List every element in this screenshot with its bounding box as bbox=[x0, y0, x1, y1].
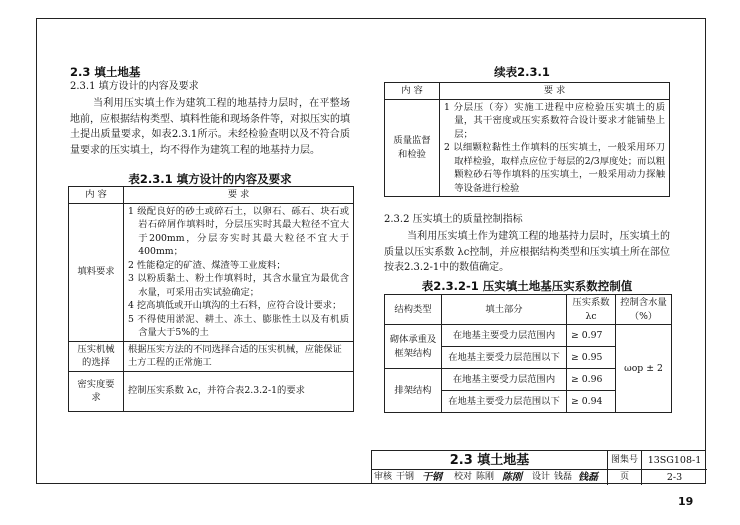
table-cell-part: 在地基主要受力层范围以下 bbox=[442, 347, 567, 369]
table-cell-coefficient: ≥ 0.95 bbox=[567, 347, 616, 369]
quality-paragraph: 当利用压实填土作为建筑工程的地基持力层时，压实填土的质量以压实系数 λc控制，并应根据结构类型和压实填土所在部位按表2.3.2-1中的数值确定。 bbox=[384, 231, 670, 273]
page-label: 页 bbox=[608, 470, 642, 485]
table-row bbox=[69, 203, 354, 341]
continued-table-title: 续表2.3.1 bbox=[494, 65, 550, 79]
table-cell-label: 压实机械的选择 bbox=[69, 341, 124, 371]
table-cell-coefficient: ≥ 0.94 bbox=[567, 391, 616, 413]
requirement-item: 3 以粉质黏土、粉土作填料时，其含水量宜为最优含水量，可采用击实试验确定； bbox=[128, 273, 349, 298]
check-label: 校对 bbox=[454, 472, 473, 482]
table-row bbox=[69, 371, 354, 411]
table-cell-moisture: ωop ± 2 bbox=[616, 325, 672, 413]
table-cell-label: 质量监督和检验 bbox=[385, 99, 440, 197]
review-label: 审核 bbox=[374, 472, 393, 482]
requirement-item: 2 性能稳定的矿渣、煤渣等工业废料； bbox=[128, 259, 286, 271]
table-row bbox=[385, 325, 672, 347]
table-cell-coefficient: ≥ 0.97 bbox=[567, 325, 616, 347]
table-row bbox=[385, 99, 670, 197]
table-cell-structure: 排架结构 bbox=[385, 369, 442, 413]
review-name: 干钢 bbox=[396, 472, 415, 482]
signature-row bbox=[372, 470, 608, 485]
check-name: 陈刚 bbox=[476, 472, 495, 482]
check-signature: 陈刚 bbox=[502, 472, 522, 483]
table-cell-part: 在地基主要受力层范围内 bbox=[442, 369, 567, 391]
review-signature: 干钢 bbox=[422, 472, 442, 483]
continued-table-2-3-1 bbox=[384, 82, 670, 197]
atlas-number: 13SG108-1 bbox=[642, 451, 707, 470]
page-code: 2-3 bbox=[666, 472, 683, 483]
drawing-title: 2.3 填土地基 bbox=[372, 451, 608, 470]
table-header: 控制含水量（%） bbox=[616, 295, 672, 325]
table-header: 填土部分 bbox=[442, 295, 567, 325]
table-header: 内 容 bbox=[385, 83, 440, 100]
intro-paragraph: 当利用压实填土作为建筑工程的地基持力层时，在平整场地前，应根据结构类型、填料性能和现场条件等，对拟压实的填土提出质量要求，如表2.3.1所示。未经检验查明以及不符合质量要求的压实填土，均不得作为建筑工程的地基持力层。 bbox=[70, 98, 350, 156]
table-cell-text: 控制压实系数 λc，并符合表2.3.2-1的要求 bbox=[124, 371, 354, 411]
table-header: 要 求 bbox=[440, 83, 670, 100]
requirement-item: 5 不得使用淤泥、耕土、冻土、膨胀性土以及有机质含量大于5%的土 bbox=[128, 313, 349, 338]
section-title: 2.3 填土地基 bbox=[70, 65, 141, 79]
requirement-item: 2 以细颗粒黏性土作填料的压实填土，一般采用环刀取样检验，取样点应位于每层的2/3厚度处；而以粗颗粒砂石等作填料的压实填土，一般采用动力探触等设备进行检验 bbox=[444, 142, 665, 194]
table-cell-label: 填料要求 bbox=[69, 203, 124, 341]
design-label: 设计 bbox=[532, 472, 551, 482]
table-cell-items bbox=[440, 99, 670, 197]
table-2-3-2-1 bbox=[384, 294, 672, 413]
subsection-title-2-3-2: 2.3.2 压实填土的质量控制指标 bbox=[384, 214, 523, 225]
table-cell-part: 在地基主要受力层范围内 bbox=[442, 325, 567, 347]
design-signature: 钱磊 bbox=[578, 472, 598, 483]
title-block bbox=[371, 450, 706, 484]
table-2-3-2-1-title: 表2.3.2-1 压实填土地基压实系数控制值 bbox=[421, 279, 633, 293]
atlas-label: 图集号 bbox=[608, 451, 642, 470]
table-cell-coefficient: ≥ 0.96 bbox=[567, 369, 616, 391]
table-cell-items bbox=[124, 203, 354, 341]
table-header: 压实系数 λc bbox=[567, 295, 616, 325]
table-header: 结构类型 bbox=[385, 295, 442, 325]
table-header: 要 求 bbox=[124, 187, 354, 204]
subsection-title-2-3-1: 2.3.1 填方设计的内容及要求 bbox=[70, 81, 199, 92]
table-row bbox=[69, 341, 354, 371]
requirement-item: 4 挖高填低或开山填沟的土石料，应符合设计要求； bbox=[128, 300, 342, 311]
requirement-item: 1 级配良好的砂土或碎石土，以卵石、砾石、块石或岩石碎屑作填料时，分层压实时其最大粒径不宜大于200mm，分层夯实时其最大粒径不宜大于400mm； bbox=[128, 205, 349, 257]
table-cell-structure: 砌体承重及框架结构 bbox=[385, 325, 442, 369]
table-header: 内 容 bbox=[69, 187, 124, 204]
design-name: 钱磊 bbox=[554, 472, 573, 482]
table-cell-text: 根据压实方法的不同选择合适的压实机械，应能保证土方工程的正常施工 bbox=[124, 341, 354, 371]
table-2-3-1 bbox=[68, 186, 354, 412]
requirement-item: 1 分层压（夯）实施工进程中应检验压实填土的质量，其干密度或压实系数符合设计要求才能铺垫上层； bbox=[444, 101, 665, 140]
table-2-3-1-title: 表2.3.1 填方设计的内容及要求 bbox=[128, 172, 292, 186]
table-cell-part: 在地基主要受力层范围以下 bbox=[442, 391, 567, 413]
page-number: 19 bbox=[678, 495, 694, 508]
table-cell-label: 密实度要求 bbox=[69, 371, 124, 411]
